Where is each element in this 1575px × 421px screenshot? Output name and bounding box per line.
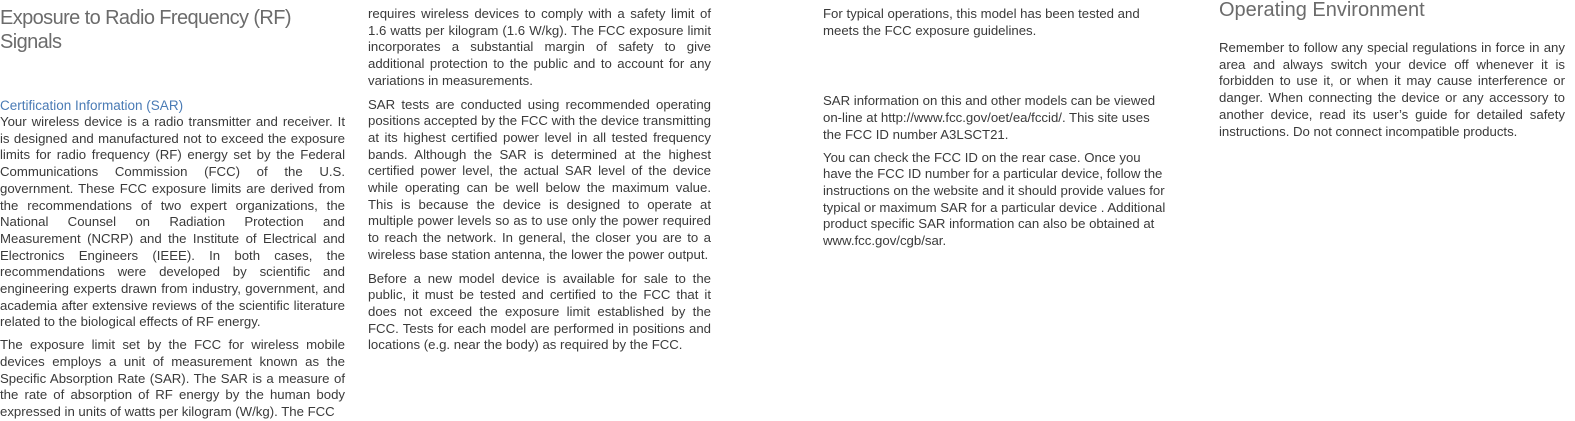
paragraph-certification: Before a new model device is available for sale to the public, it must be tested and certified to the FCC that it does not exceed the exposure limit established by the FCC. Tests for each model are performed in positions and locations (e.g. near the body) as required by the FCC. bbox=[368, 270, 711, 353]
paragraph-fcc-id-check: You can check the FCC ID on the rear case. Once you have the FCC ID number for a particular device, follow the instructions on the website and it should provide values for typical or maximum SAR for a particular device . Additional product specific SAR information can also be obtained at www.fcc.gov/cgb/sar. bbox=[823, 149, 1166, 249]
paragraph-sar-online: SAR information on this and other models can be viewed on-line at http://www.fcc.gov/oet/ea/fccid/. This site uses the FCC ID number A3LSCT21. bbox=[823, 93, 1156, 142]
paragraph-safety-limit: requires wireless devices to comply with a safety limit of 1.6 watts per kilogram (1.6 W/kg). The FCC exposure limit incorporates a substantial margin of safety to give additional protection to the public and to account for any variations in measurements. bbox=[368, 6, 711, 88]
paragraph-rf-transmitter: Your wireless device is a radio transmitter and receiver. It is designed and manufactured not to exceed the exposure limits for radio frequency (RF) energy set by the Federal Communications Commission (FCC) of the U.S. government. These FCC exposure limits are derived from the recommendations of two expert organizations, the National Counsel on Radiation Protection and Measurement (NCRP) and the Institute of Electrical and Electronics Engineers (IEEE). In both cases, the recommendations were developed by scientific and engineering experts drawn from industry, government, and academia after extensive reviews of the scientific literature related to the biological effects of RF energy. bbox=[0, 114, 345, 330]
column-1 bbox=[0, 0, 345, 421]
column-2 bbox=[368, 0, 711, 354]
section-subheading-sar: Certification Information (SAR) bbox=[0, 98, 184, 113]
column-3 bbox=[823, 0, 1168, 250]
page-title: Exposure to Radio Frequency (RF) Signals bbox=[0, 7, 291, 53]
paragraph-exposure-limit: The exposure limit set by the FCC for wireless mobile devices employs a unit of measurement known as the Specific Absorption Rate (SAR). The SAR is a measure of the rate of absorption of RF energy by the human body expressed in units of watts per kilogram (W/kg). The FCC bbox=[0, 337, 345, 419]
paragraph-typical-operations: For typical operations, this model has been tested and meets the FCC exposure guidelines. bbox=[823, 6, 1140, 38]
paragraph-operating-environment: Remember to follow any special regulations in force in any area and always switch your device off whenever it is forbidden to use it, or when it may cause interference or danger. When connecting the device or any accessory to another device, read its user’s guide for detailed safety instructions. Do not connect incompatible products. bbox=[1219, 40, 1565, 139]
paragraph-sar-tests: SAR tests are conducted using recommended operating positions accepted by the FCC with the device transmitting at its highest certified power level in all tested frequency bands. Although the SAR is determined at the highest certified power level, the actual SAR level of the device while operating can be well below the maximum value. This is because the device is designed to operate at multiple power levels so as to use only the power required to reach the network. In general, the closer you are to a wireless base station antenna, the lower the power output. bbox=[368, 96, 711, 262]
section-title-operating-environment: Operating Environment bbox=[1219, 0, 1425, 21]
column-4 bbox=[1219, 0, 1565, 140]
